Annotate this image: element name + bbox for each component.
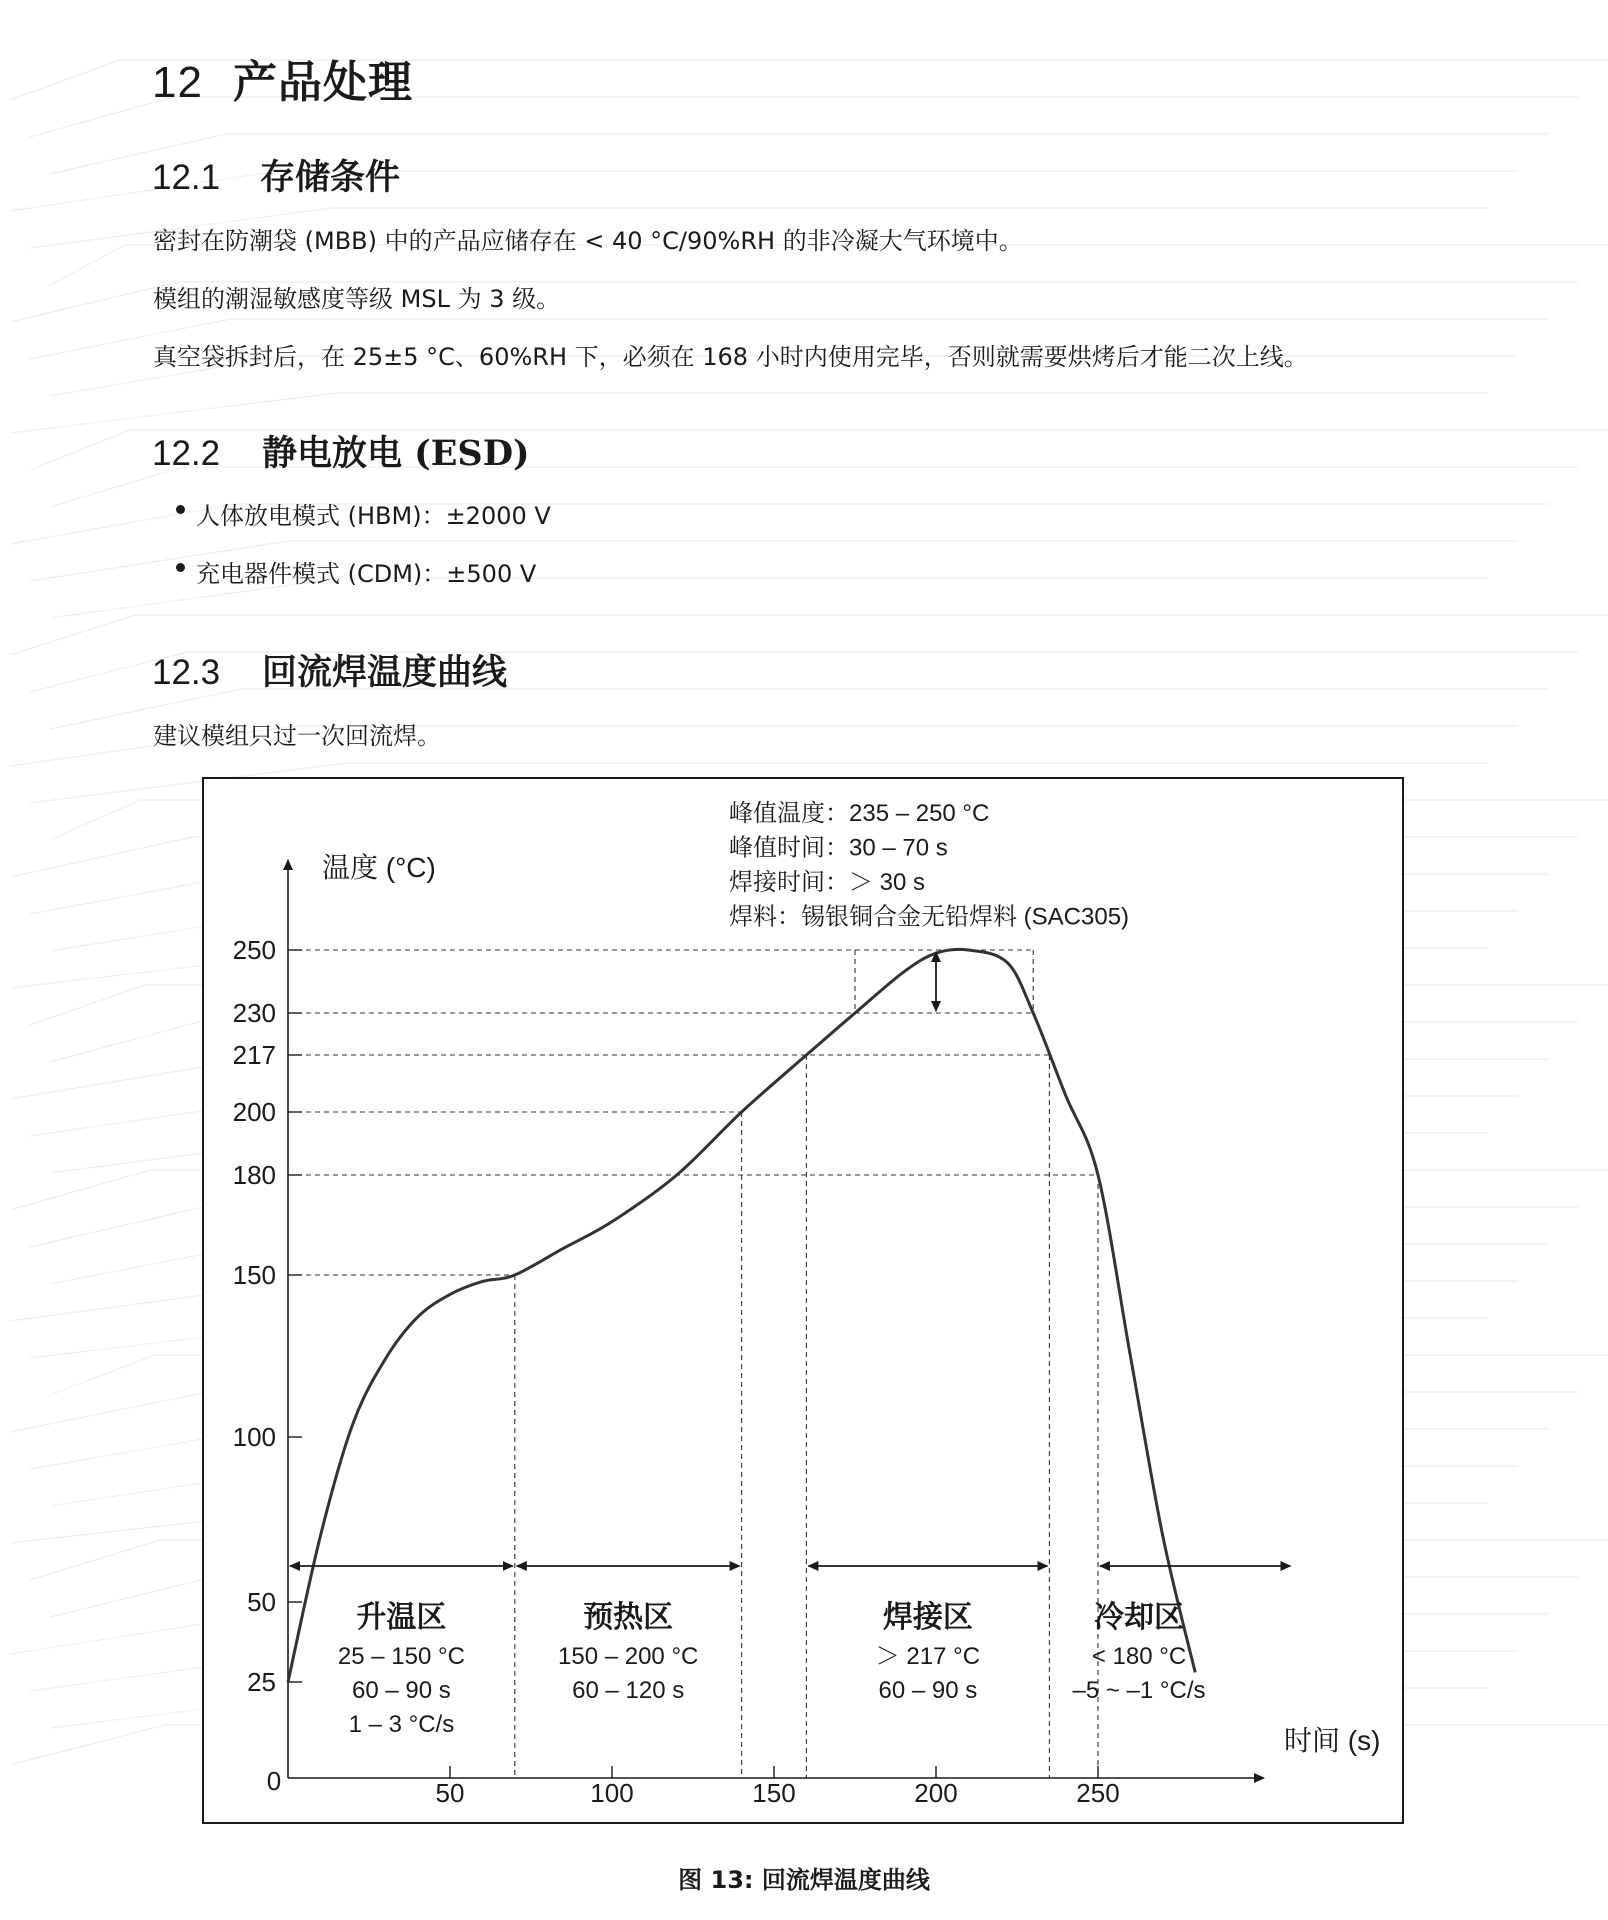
esd-item-label: 充电器件模式 (CDM)：±500 V (196, 560, 537, 588)
y-axis-label: 温度 (°C) (322, 852, 436, 883)
reflow-heading (152, 645, 507, 695)
storage-paragraph-3: 真空袋拆封后，在 25±5 °C、60%RH 下，必须在 168 小时内使用完毕，否则就需要烘烤后才能二次上线。 (153, 343, 1308, 371)
reflow-figure-frame (202, 777, 1404, 1824)
zone-detail: –5 ~ –1 °C/s (1072, 1677, 1206, 1704)
origin-label: 0 (266, 1766, 282, 1796)
section-heading (152, 46, 413, 110)
y-tick-label: 25 (247, 1667, 276, 1697)
zone-detail: 60 – 90 s (352, 1677, 451, 1704)
esd-item-cdm (196, 554, 536, 589)
zone-detail: < 180 °C (1091, 1643, 1187, 1670)
y-tick-label: 200 (232, 1097, 276, 1127)
zone-detail: 150 – 200 °C (558, 1643, 699, 1670)
x-tick-label: 100 (590, 1778, 634, 1808)
zone-detail: 60 – 120 s (572, 1677, 685, 1704)
zone-title: 升温区 (356, 1601, 447, 1634)
storage-title: 存储条件 (260, 157, 401, 198)
bullet-dot (176, 505, 185, 514)
section-number: 12 (152, 58, 203, 107)
y-tick-label: 217 (232, 1040, 276, 1070)
reflow-number: 12.3 (152, 653, 221, 692)
zone-detail: ＞ 217 °C (875, 1643, 981, 1670)
zone-title: 焊接区 (882, 1601, 973, 1634)
zone-detail: 60 – 90 s (878, 1677, 978, 1704)
section-title: 产品处理 (232, 57, 413, 108)
x-tick-label: 150 (752, 1778, 796, 1808)
peak-note: 焊接时间：＞ 30 s (729, 869, 926, 896)
zone-title: 冷却区 (1094, 1601, 1184, 1634)
y-tick-label: 50 (247, 1587, 276, 1617)
peak-note: 峰值时间：30 – 70 s (729, 834, 948, 862)
reflow-profile-chart (204, 779, 1402, 1822)
x-tick-label: 200 (914, 1778, 958, 1808)
storage-heading (152, 150, 400, 200)
esd-number: 12.2 (152, 434, 221, 473)
zone-title: 预热区 (583, 1601, 674, 1634)
storage-paragraph-1: 密封在防潮袋 (MBB) 中的产品应储存在 < 40 °C/90%RH 的非冷凝大气环境中。 (153, 227, 1023, 255)
y-tick-label: 100 (232, 1422, 276, 1452)
storage-number: 12.1 (152, 158, 221, 197)
x-tick-label: 250 (1076, 1778, 1120, 1808)
esd-heading (152, 426, 530, 476)
y-tick-label: 150 (232, 1260, 276, 1290)
peak-note: 峰值温度：235 – 250 °C (729, 800, 990, 827)
esd-title: 静电放电 (ESD) (262, 433, 530, 474)
bullet-dot (176, 563, 185, 572)
zone-detail: 25 – 150 °C (337, 1643, 465, 1670)
y-tick-label: 180 (232, 1160, 276, 1190)
figure-caption: 图 13: 回流焊温度曲线 (678, 1866, 930, 1894)
esd-item-label: 人体放电模式 (HBM)：±2000 V (196, 502, 551, 530)
x-axis-label: 时间 (s) (1284, 1725, 1381, 1756)
reflow-title: 回流焊温度曲线 (262, 652, 508, 693)
peak-note: 焊料：锡银铜合金无铅焊料 (SAC305) (729, 903, 1130, 931)
esd-item-hbm (196, 496, 551, 531)
storage-paragraph-2: 模组的潮湿敏感度等级 MSL 为 3 级。 (153, 285, 561, 313)
reflow-paragraph: 建议模组只过一次回流焊。 (153, 722, 441, 750)
y-tick-label: 250 (232, 935, 276, 965)
x-tick-label: 50 (435, 1778, 465, 1808)
y-tick-label: 230 (232, 998, 276, 1028)
zone-detail: 1 – 3 °C/s (348, 1711, 455, 1738)
